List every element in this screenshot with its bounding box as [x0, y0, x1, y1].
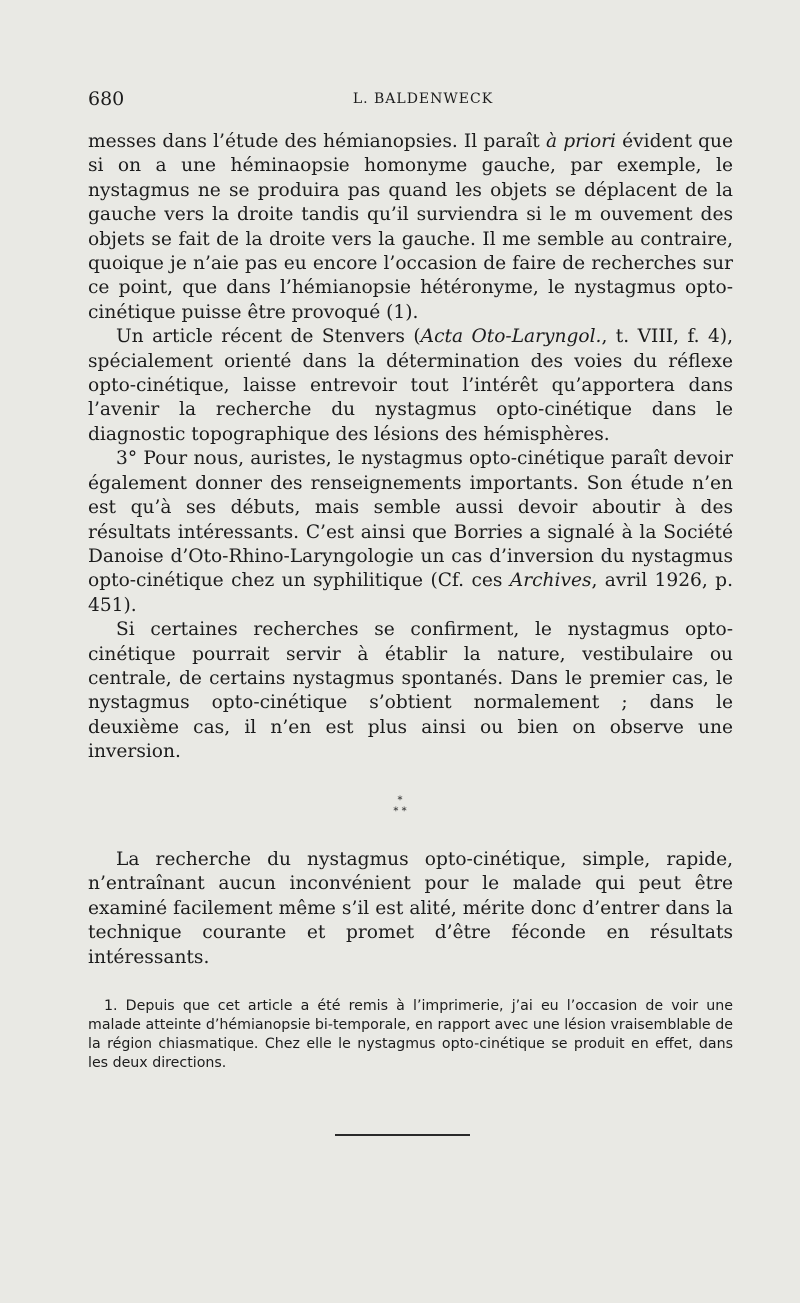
paragraph-1-italic: à priori: [545, 131, 616, 152]
paragraph-3: [88, 447, 733, 618]
paragraph-2-text-b: , t. VIII, f. 4), spécialement orienté dans la détermination des voies du réflexe opto-cinétique, laisse entrevoir tout l’intérêt qu’apportera dans l’avenir la recherche du nystagmus opto-cinétique dans le diagnostic topographique des lésions des hémisphères.: [88, 326, 734, 445]
paragraph-1-text-a: messes dans l’étude des hémianopsies. Il paraît: [88, 131, 546, 152]
page-header: [88, 88, 748, 112]
paragraph-3-italic: Archives: [509, 570, 592, 592]
separator-stars-bottom: * *: [393, 806, 407, 817]
end-rule: [335, 1134, 470, 1136]
footnote: [88, 997, 733, 1073]
paragraph-3-text-b: , avril 1926, p. 451).: [88, 570, 733, 616]
footnote-text: 1. Depuis que cet article a été remis à l’imprimerie, j’ai eu l’occasion de voir une malade atteinte d’hémianopsie bi-temporale, en rapport avec une lésion vraisemblable de la région chiasmatique. Chez elle le nystagmus opto-cinétique se produit en effet, dans les deux directions.: [88, 998, 733, 1071]
paragraph-4: Si certaines recherches se confirment, le nystagmus opto-cinétique pourrait servir à établir la nature, vestibulaire ou centrale, de certains nystagmus spontanés. Dans le premier cas, le nystagmus opto-cinétique s’obtient normalement ; dans le deuxième cas, il n’en est plus ainsi ou bien on observe une inversion.: [88, 619, 733, 763]
paragraph-1: [88, 130, 733, 325]
running-head: L. BALDENWECK: [352, 91, 494, 107]
paragraph-3-text-a: 3° Pour nous, auristes, le nystagmus opto-cinétique paraît devoir également donner des renseignements importants. Son étude n’en est qu’à ses débuts, mais semble aussi devoir aboutir à des résultats intéressants. C’est ainsi que Borries a signalé à la Société Danoise d’Oto-Rhino-Laryngologie un cas d’inversion du nystagmus opto-cinétique chez un syphilitique (Cf. ces: [88, 448, 733, 592]
section-separator: [380, 795, 420, 817]
paragraph-2: [88, 325, 733, 447]
page-number: 680: [88, 88, 125, 110]
separator-star-top: *: [397, 795, 403, 806]
paragraph-1-text-b: évident que si on a une héminaopsie homonyme gauche, par exemple, le nystagmus ne se produira pas quand les objets se déplacent de la gauche vers la droite tandis qu’il surviendra si le m ouvement des objets se fait de la droite vers la gauche. Il me semble au contraire, quoique je n’aie pas eu encore l’occasion de faire de recherches sur ce point, que dans l’hémianopsie hétéronyme, le nystagmus opto-cinétique puisse être provoqué (1).: [88, 131, 734, 323]
paragraph-2-text-a: Un article récent de Stenvers (: [116, 326, 421, 348]
paragraph-2-italic: Acta Oto-Laryngol.: [420, 326, 602, 348]
body-text: [88, 130, 733, 765]
paragraph-5: La recherche du nystagmus opto-cinétique, simple, rapide, n’entraînant aucun inconvénient pour le malade qui peut être examiné facilement même s’il est alité, mérite donc d’entrer dans la technique courante et promet d’être féconde en résultats intéressants.: [88, 849, 733, 968]
closing-text: [88, 848, 733, 970]
